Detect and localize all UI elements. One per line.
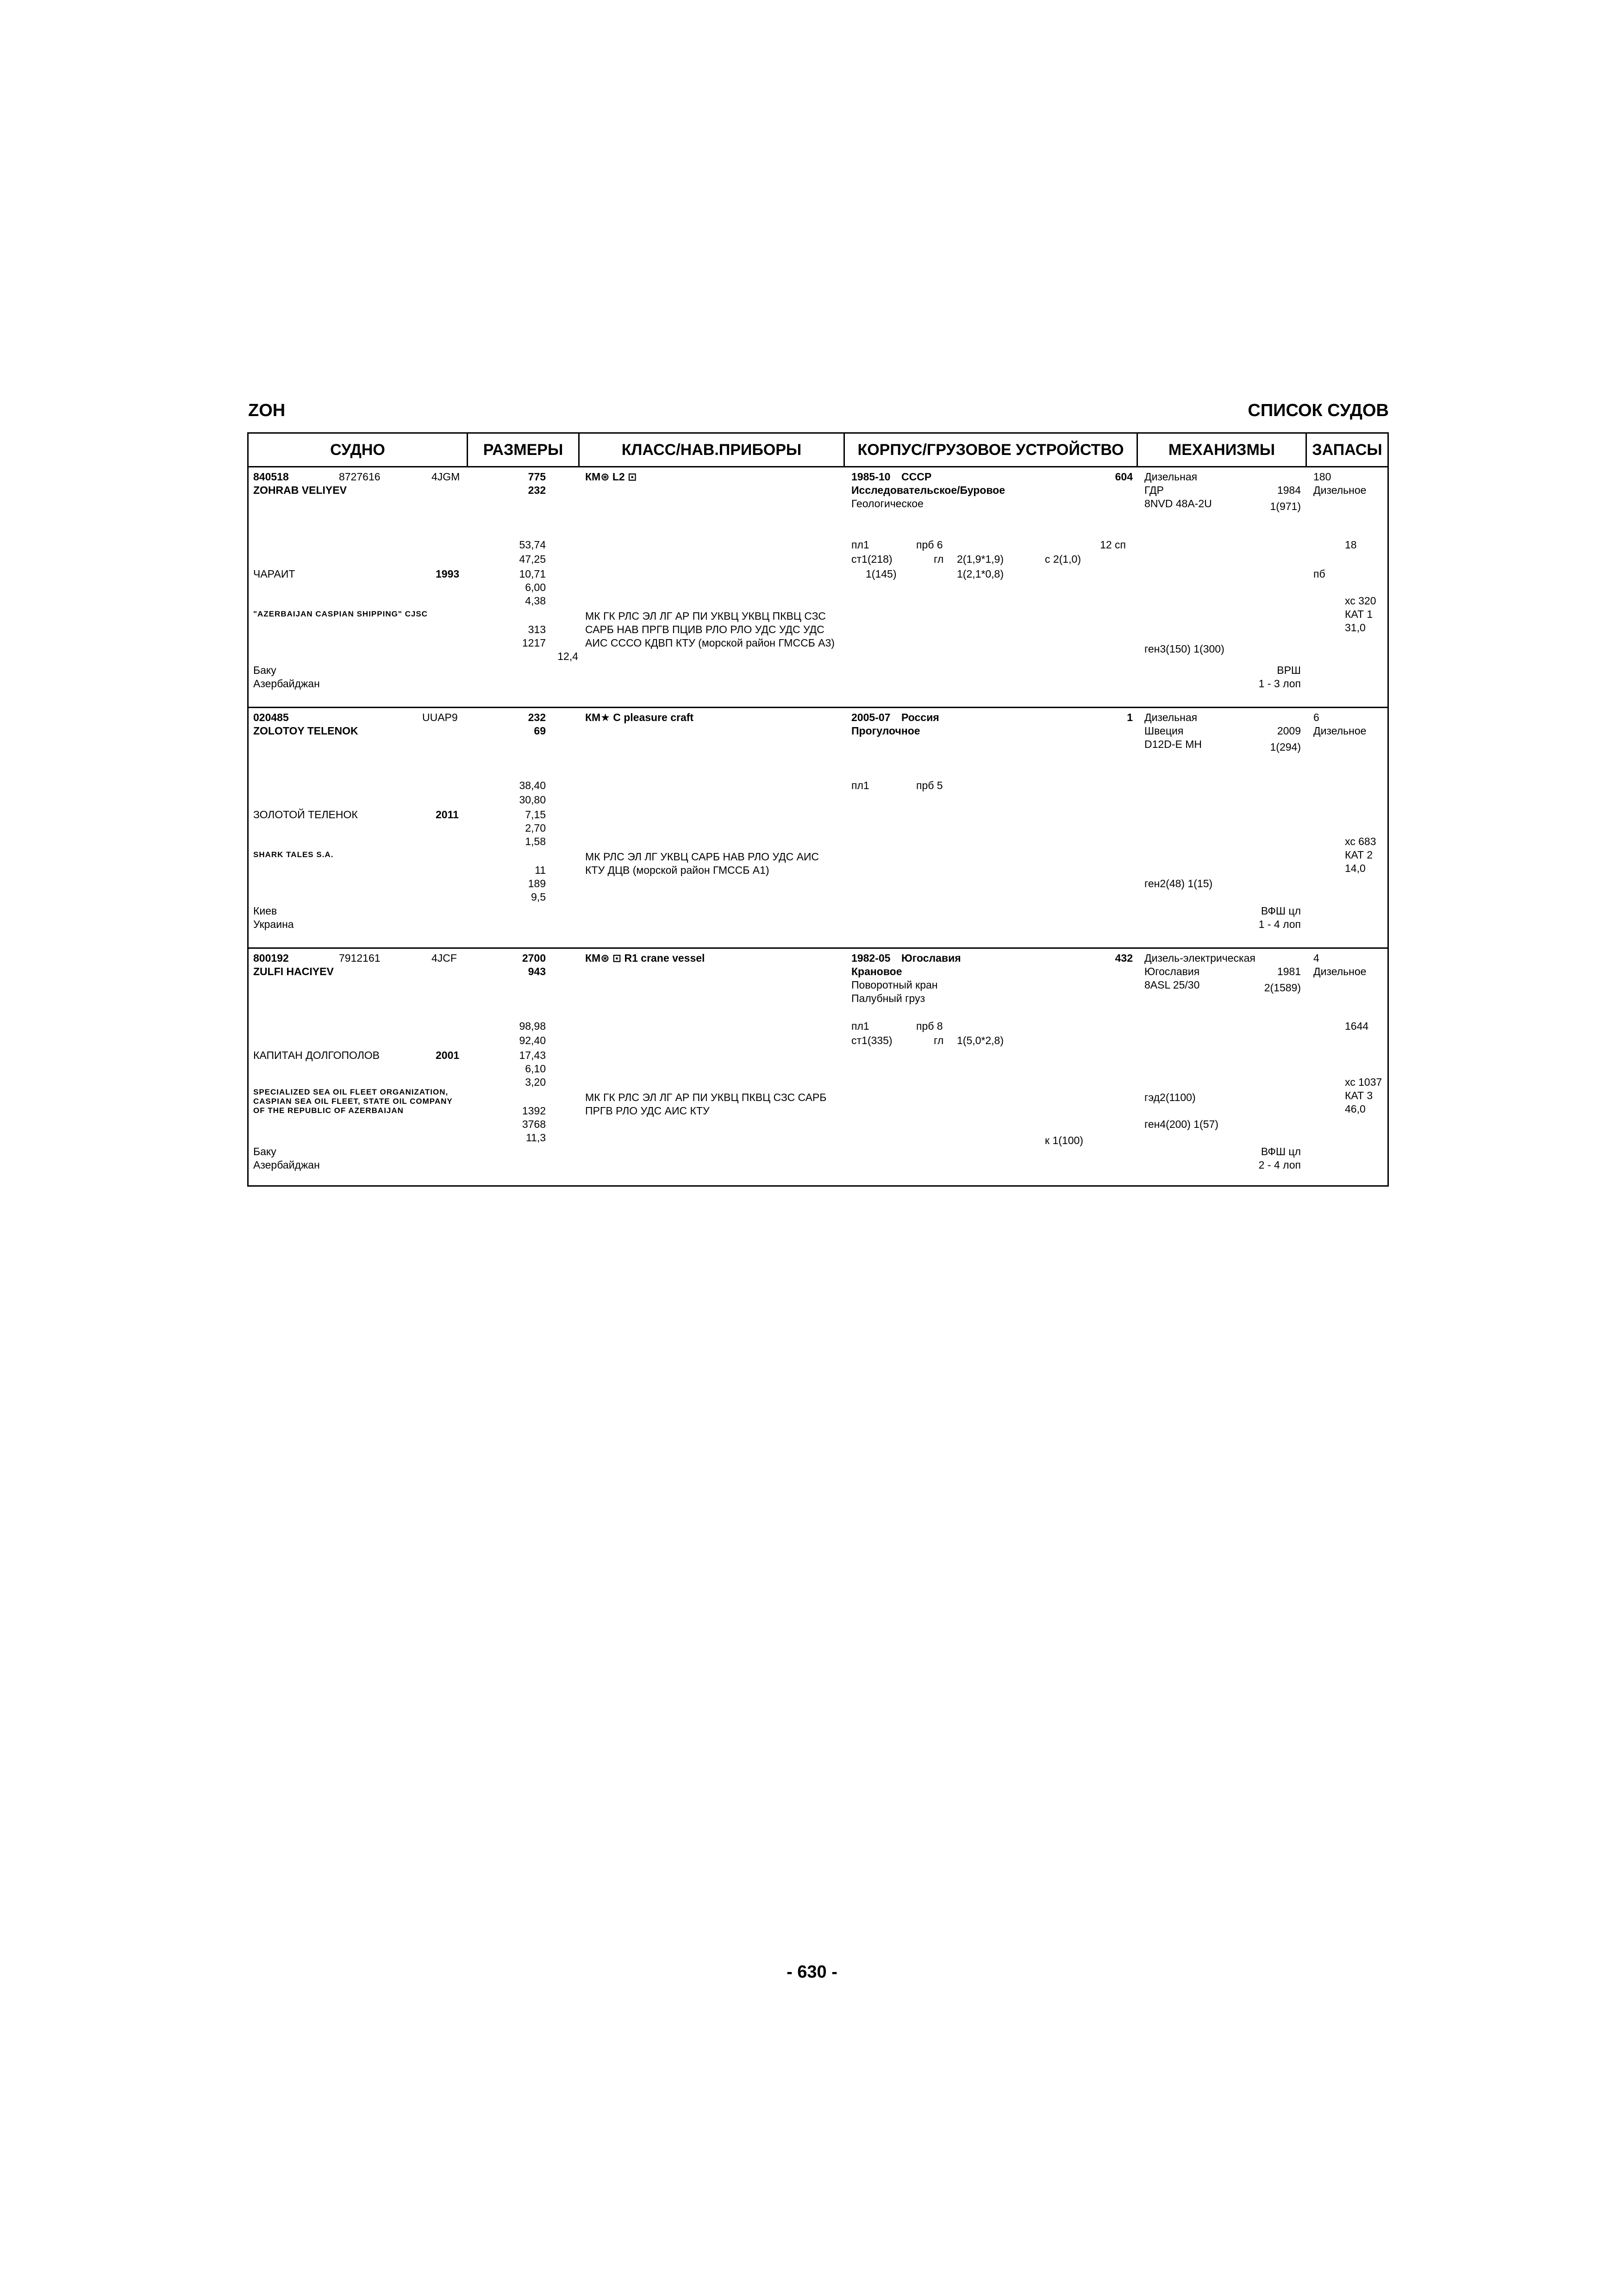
propeller-blades: 2 - 4 лоп: [1258, 1159, 1301, 1171]
propeller-blades: 1 - 3 лоп: [1258, 678, 1301, 690]
propeller: ВРШ: [1277, 664, 1301, 676]
port: Баку: [253, 1145, 276, 1157]
supply-category: КАТ 3: [1345, 1089, 1373, 1101]
flag-country: Азербайджан: [253, 678, 320, 690]
supply-fuel-qty: 4: [1313, 952, 1319, 964]
supply-fuel-type: Дизельное: [1313, 484, 1367, 496]
call-sign: 4JGM: [431, 471, 460, 483]
former-name-year: 1993: [436, 568, 460, 580]
engine-power: 1(294): [1270, 741, 1301, 753]
engine-country: ГДР: [1144, 484, 1164, 496]
breadth: 10,71: [519, 568, 546, 580]
engine-model: 8NVD 48A-2U: [1144, 498, 1212, 510]
vessel-record: [249, 467, 1387, 708]
hatch-label: гл: [934, 553, 944, 565]
build-date: 2005-07: [851, 711, 891, 723]
length-bp: 47,25: [519, 553, 546, 565]
engine-year: 1984: [1277, 484, 1301, 496]
engine-year: 1981: [1277, 965, 1301, 977]
reg-number: 840518: [253, 471, 289, 483]
flag-country: Азербайджан: [253, 1159, 320, 1171]
deadweight: 11: [535, 864, 546, 876]
draught: 1,58: [525, 835, 546, 847]
net-tonnage: 232: [528, 484, 546, 496]
page-header-title: СПИСОК СУДОВ: [1248, 401, 1389, 420]
yard-number: 1: [1127, 711, 1133, 723]
port: Киев: [253, 905, 277, 917]
vessel-subtype: Геологическое: [851, 498, 924, 510]
holds: ст1(218): [851, 553, 893, 565]
depth: 2,70: [525, 822, 546, 834]
decks: пл1: [851, 539, 869, 551]
bulkheads: прб 8: [916, 1020, 943, 1032]
col-header-supplies: ЗАПАСЫ: [1312, 441, 1382, 459]
owner: SPECIALIZED SEA OIL FLEET ORGANIZATION, CASPIAN SEA OIL FLEET, STATE OIL COMPANY OF THE REPUBLIC OF AZERBAIJAN: [253, 1088, 453, 1115]
engine-power: 1(971): [1270, 500, 1301, 512]
supply-value: 46,0: [1345, 1103, 1366, 1115]
reg-number: 020485: [253, 711, 289, 723]
engine-country: Швеция: [1144, 725, 1184, 737]
holds: ст1(335): [851, 1034, 893, 1046]
vessel-name: ZULFI HACIYEV: [253, 965, 334, 977]
vessel-record: [249, 949, 1387, 1189]
gross-tonnage: 775: [528, 471, 546, 483]
supply-fuel-qty: 6: [1313, 711, 1319, 723]
engine-country: Югославия: [1144, 965, 1200, 977]
engine-year: 2009: [1277, 725, 1301, 737]
nav-equipment: МК ГК РЛС ЭЛ ЛГ АР ПИ УКВЦ УКВЦ ПКВЦ СЗС САРБ НАВ ПРГВ ПЦИВ РЛО РЛО УДС УДС УДС АИС СССО КДВП КТУ (морской район ГМССБ А3): [585, 610, 835, 649]
length-bp: 30,80: [519, 794, 546, 806]
vessel-type: Крановое: [851, 965, 902, 977]
speed: 12,4: [557, 650, 578, 662]
vessel-type: Прогулочное: [851, 725, 920, 737]
vessel-name: ZOLOTOY TELENOK: [253, 725, 358, 737]
section-code: ZOH: [248, 401, 286, 420]
engine-model: 8ASL 25/30: [1144, 979, 1200, 991]
col-header-sizes: РАЗМЕРЫ: [483, 441, 563, 459]
supply-category: КАТ 2: [1345, 849, 1373, 861]
col-header-class: КЛАСС/НАВ.ПРИБОРЫ: [621, 441, 802, 459]
owner: SHARK TALES S.A.: [253, 850, 334, 859]
engine-type: Дизельная: [1144, 711, 1198, 723]
supply-fuel-qty: 180: [1313, 471, 1331, 483]
table-header: [249, 434, 1387, 467]
length-bp: 92,40: [519, 1034, 546, 1046]
hatch-size: 1(5,0*2,8): [957, 1034, 1004, 1046]
supply-autonomy: хс 683: [1345, 835, 1376, 847]
depth: 6,00: [525, 581, 546, 593]
cargo-gear: с 2(1,0): [1045, 553, 1081, 565]
supply-fuel-type: Дизельное: [1313, 965, 1367, 977]
former-name-year: 2001: [436, 1049, 460, 1061]
gross-tonnage: 232: [528, 711, 546, 723]
breadth: 7,15: [525, 809, 546, 821]
hatch-label: гл: [934, 1034, 944, 1046]
displacement: 189: [528, 877, 546, 890]
col-header-machinery: МЕХАНИЗМЫ: [1168, 441, 1275, 459]
length-overall: 98,98: [519, 1020, 546, 1032]
supply-value: 14,0: [1345, 862, 1366, 874]
depth: 6,10: [525, 1063, 546, 1075]
former-name: КАПИТАН ДОЛГОПОЛОВ: [253, 1049, 380, 1061]
port: Баку: [253, 664, 276, 676]
call-sign: UUAP9: [422, 711, 458, 723]
class-notation: КМ★ C pleasure craft: [585, 711, 694, 723]
imo-number: 7912161: [339, 952, 381, 964]
former-name: ЗОЛОТОЙ ТЕЛЕНОК: [253, 809, 358, 821]
speed: 9,5: [531, 891, 546, 903]
hatch-size: 2(1,9*1,9): [957, 553, 1004, 565]
yard-number: 604: [1115, 471, 1133, 483]
deadweight: 313: [528, 623, 546, 635]
net-tonnage: 69: [534, 725, 546, 737]
draught: 4,38: [525, 595, 546, 607]
nav-equipment: МК РЛС ЭЛ ЛГ УКВЦ САРБ НАВ РЛО УДС АИС КТУ ДЦВ (морской район ГМССБ А1): [585, 851, 819, 876]
build-country: Югославия: [901, 952, 961, 964]
supply-water: 1644: [1345, 1020, 1369, 1032]
engine-type: Дизель-электрическая: [1144, 952, 1255, 964]
nav-equipment: МК ГК РЛС ЭЛ ЛГ АР ПИ УКВЦ ПКВЦ СЗС САРБ ПРГВ РЛО УДС АИС КТУ: [585, 1091, 827, 1117]
supply-fuel-type: Дизельное: [1313, 725, 1367, 737]
vessel-record: [249, 708, 1387, 949]
supply-value: 31,0: [1345, 622, 1366, 634]
hatch-size-2: 1(2,1*0,8): [957, 568, 1004, 580]
page-number: - 630 -: [787, 1962, 837, 1982]
former-name: ЧАРАИТ: [253, 568, 295, 580]
speed: 11,3: [525, 1132, 546, 1144]
vessel-extra-type: Палубный груз: [851, 992, 925, 1004]
generators: ген2(48) 1(15): [1144, 877, 1213, 890]
former-name-year: 2011: [436, 809, 459, 821]
vessel-subtype: Поворотный кран: [851, 979, 938, 991]
yard-number: 432: [1115, 952, 1133, 964]
gross-tonnage: 2700: [522, 952, 546, 964]
ship-register-table: [247, 432, 1389, 1187]
net-tonnage: 943: [528, 965, 546, 977]
supply-water: 18: [1345, 539, 1357, 551]
supply-autonomy: хс 1037: [1345, 1076, 1382, 1088]
col-header-vessel: СУДНО: [330, 441, 385, 459]
deadweight: 1392: [522, 1105, 546, 1117]
supply-autonomy: хс 320: [1345, 595, 1376, 607]
propeller: ВФШ цл: [1261, 905, 1301, 917]
propeller: ВФШ цл: [1261, 1145, 1301, 1157]
build-date: 1982-05: [851, 952, 891, 964]
displacement: 3768: [522, 1118, 546, 1130]
generators: ген4(200) 1(57): [1144, 1118, 1218, 1130]
propeller-blades: 1 - 4 лоп: [1258, 918, 1301, 930]
call-sign: 4JCF: [431, 952, 457, 964]
displacement: 1217: [522, 637, 546, 649]
cranes: к 1(100): [1045, 1134, 1083, 1146]
supply-category: КАТ 1: [1345, 608, 1373, 620]
crew: 12 сп: [1100, 539, 1126, 551]
class-notation: КМ⊛ L2 ⊡: [585, 471, 637, 483]
decks: пл1: [851, 1020, 869, 1032]
bulkheads: прб 6: [916, 539, 943, 551]
class-notation: КМ⊛ ⊡ R1 crane vessel: [585, 952, 705, 964]
hold-capacity: 1(145): [866, 568, 897, 580]
vessel-name: ZOHRAB VELIYEV: [253, 484, 347, 496]
decks: пл1: [851, 779, 869, 791]
length-overall: 53,74: [519, 539, 546, 551]
flag-country: Украина: [253, 918, 294, 930]
owner: "AZERBAIJAN CASPIAN SHIPPING" CJSC: [253, 610, 428, 618]
reg-number: 800192: [253, 952, 289, 964]
build-country: Россия: [901, 711, 939, 723]
generators: ген3(150) 1(300): [1144, 643, 1224, 655]
engine-type: Дизельная: [1144, 471, 1198, 483]
build-date: 1985-10: [851, 471, 891, 483]
supply-note: пб: [1313, 568, 1325, 580]
breadth: 17,43: [519, 1049, 546, 1061]
imo-number: 8727616: [339, 471, 381, 483]
draught: 3,20: [525, 1076, 546, 1088]
vessel-type: Исследовательское/Буровое: [851, 484, 1006, 496]
engine-power: 2(1589): [1264, 982, 1301, 994]
build-country: СССР: [901, 471, 932, 483]
length-overall: 38,40: [519, 779, 546, 791]
engine-model: D12D-E MH: [1144, 738, 1202, 750]
bulkheads: прб 5: [916, 779, 943, 791]
propulsion-motors: гэд2(1100): [1144, 1091, 1196, 1103]
col-header-hull: КОРПУС/ГРУЗОВОЕ УСТРОЙСТВО: [857, 441, 1124, 459]
